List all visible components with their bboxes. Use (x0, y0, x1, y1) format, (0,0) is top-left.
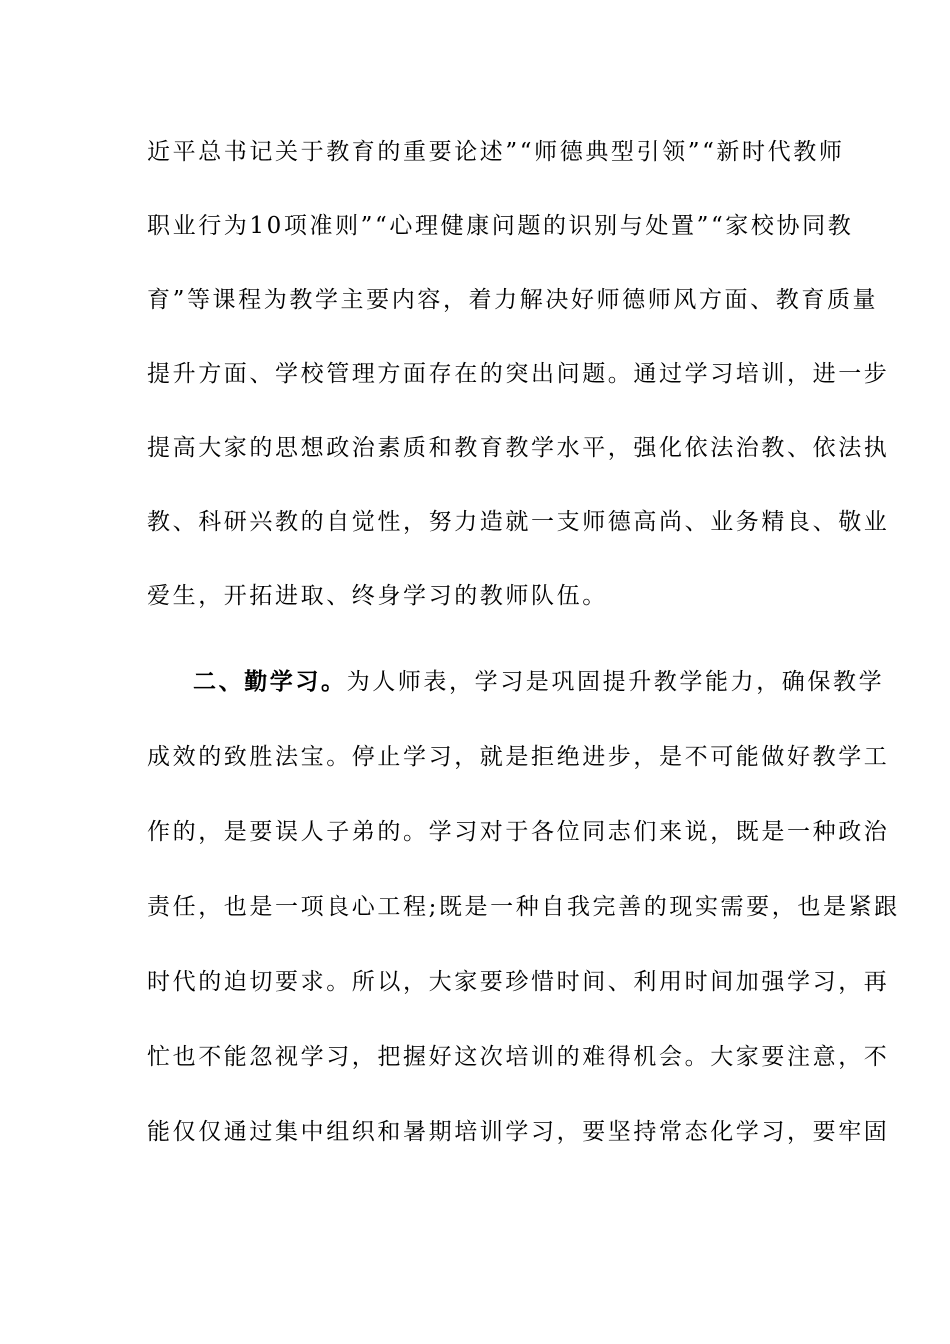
paragraph-line: 忙也不能忽视学习，把握好这次培训的难得机会。大家要注意，不 (147, 1044, 890, 1070)
paragraph-line: 责任，也是一项良心工程;既是一种自我完善的现实需要，也是紧跟 (147, 894, 900, 920)
paragraph-line: 作的，是要误人子弟的。学习对于各位同志们来说，既是一种政治 (147, 819, 890, 845)
paragraph-line: 近平总书记关于教育的重要论述”“师德典型引领”“新时代教师 (147, 139, 845, 165)
paragraph-line: 职业行为10项准则”“心理健康问题的识别与处置”“家校协同教 (147, 213, 854, 239)
paragraph-line: 能仅仅通过集中组织和暑期培训学习，要坚持常态化学习，要牢固 (147, 1119, 890, 1145)
paragraph-line: 爱生，开拓进取、终身学习的教师队伍。 (147, 583, 608, 609)
paragraph-line: 提升方面、学校管理方面存在的突出问题。通过学习培训，进一步 (147, 361, 890, 387)
paragraph-line: 提高大家的思想政治素质和教育教学水平，强化依法治教、依法执 (147, 435, 890, 461)
paragraph-line: 时代的迫切要求。所以，大家要珍惜时间、利用时间加强学习，再 (147, 969, 890, 995)
paragraph-line: 成效的致胜法宝。停止学习，就是拒绝进步，是不可能做好教学工 (147, 744, 890, 770)
paragraph-text: 为人师表，学习是巩固提升教学能力，确保教学 (346, 669, 885, 695)
paragraph-line: 育”等课程为教学主要内容，着力解决好师德师风方面、教育质量 (147, 287, 879, 313)
section-heading: 二、勤学习。 (193, 668, 347, 695)
paragraph-line: 教、科研兴教的自觉性，努力造就一支师德高尚、业务精良、敬业 (147, 509, 890, 535)
paragraph-first-line (193, 667, 885, 697)
